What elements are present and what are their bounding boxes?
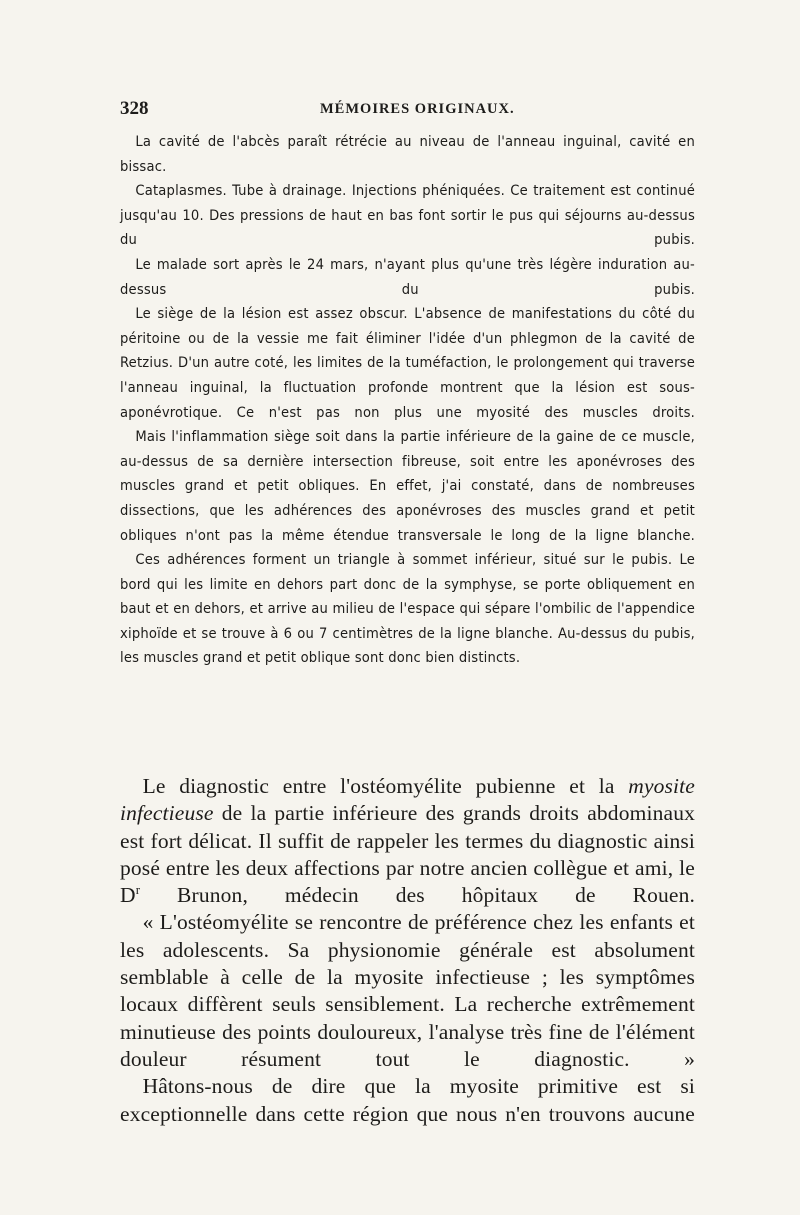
quotation-paragraph: « L'ostéomyélite se rencontre de préférence chez les enfants et les adolescents. Sa physionomie générale est absolument semblable à celle de la myosite infectieuse ; les symptômes locaux diffèrent seuls sensiblement. La recherche extrêmement minutieuse des points douloureux, l'analyse très fine de l'élément douleur résument tout le diagnostic. »: [120, 910, 695, 1071]
paragraph: La cavité de l'abcès paraît rétrécie au niveau de l'anneau inguinal, cavité en bissac.: [120, 133, 695, 175]
paragraph: Cataplasmes. Tube à drainage. Injections phéniquées. Ce traitement est continué jusqu'au 10. Des pressions de haut en bas font sortir le pus qui séjourns au-dessus du pubis.: [120, 182, 695, 249]
superscript: r: [135, 883, 141, 898]
text-span: Brunon, médecin des hôpitaux de Rouen.: [140, 883, 695, 908]
paragraph: Le malade sort après le 24 mars, n'ayant plus qu'une très légère induration au-dessus du pubis.: [120, 255, 695, 298]
paragraph: [120, 773, 695, 909]
paragraph: Hâtons-nous de dire que la myosite primitive est si exceptionnelle dans cette région que nous n'en trouvons aucune: [120, 1074, 695, 1126]
discussion-text: [120, 773, 695, 1128]
paragraph: Mais l'inflammation siège soit dans la partie inférieure de la gaine de ce muscle, au-dessus de sa dernière intersection fibreuse, soit entre les aponévroses des muscles grand et petit obliques. En effet, j'ai constaté, dans de nombreuses dissections, que les adhérences des aponévroses des muscles grand et petit obliques n'ont pas la même étendue transversale le long de la ligne blanche.: [120, 428, 695, 544]
paragraph: Ces adhérences forment un triangle à sommet inférieur, situé sur le pubis. Le bord qui les limite en dehors part donc de la symphyse, se porte obliquement en baut et en dehors, et arrive au milieu de l'espace qui sépare l'ombilic de l'appendice xiphoïde et se trouve à 6 ou 7 centimètres de la ligne blanche. Au-dessus du pubis, les muscles grand et petit oblique sont donc bien distincts.: [120, 551, 695, 667]
text-span: de la partie inférieure des grands droits abdominaux est fort délicat. Il suffit de rappeler les termes du diagnostic ainsi posé entre les deux affections par notre ancien collègue et ami, le D: [120, 801, 695, 908]
running-title: MÉMOIRES ORIGINAUX.: [320, 101, 515, 117]
text-span: Le diagnostic entre l'ostéomyélite pubienne et la: [142, 774, 629, 798]
paragraph: Le siège de la lésion est assez obscur. L'absence de manifestations du côté du péritoine ou de la vessie me fait éliminer l'idée d'un phlegmon de la cavité de Retzius. D'un autre coté, les limites de la tuméfaction, le prolongement qui traverse l'anneau inguinal, la fluctuation profonde montrent que la lésion est sous-aponévrotique. Ce n'est pas non plus une myosité des muscles droits.: [120, 305, 695, 421]
case-report-text: [120, 130, 695, 671]
italic-term: myosite infectieuse: [120, 774, 695, 826]
page-number: 328: [120, 98, 149, 119]
page-header: [120, 98, 695, 124]
